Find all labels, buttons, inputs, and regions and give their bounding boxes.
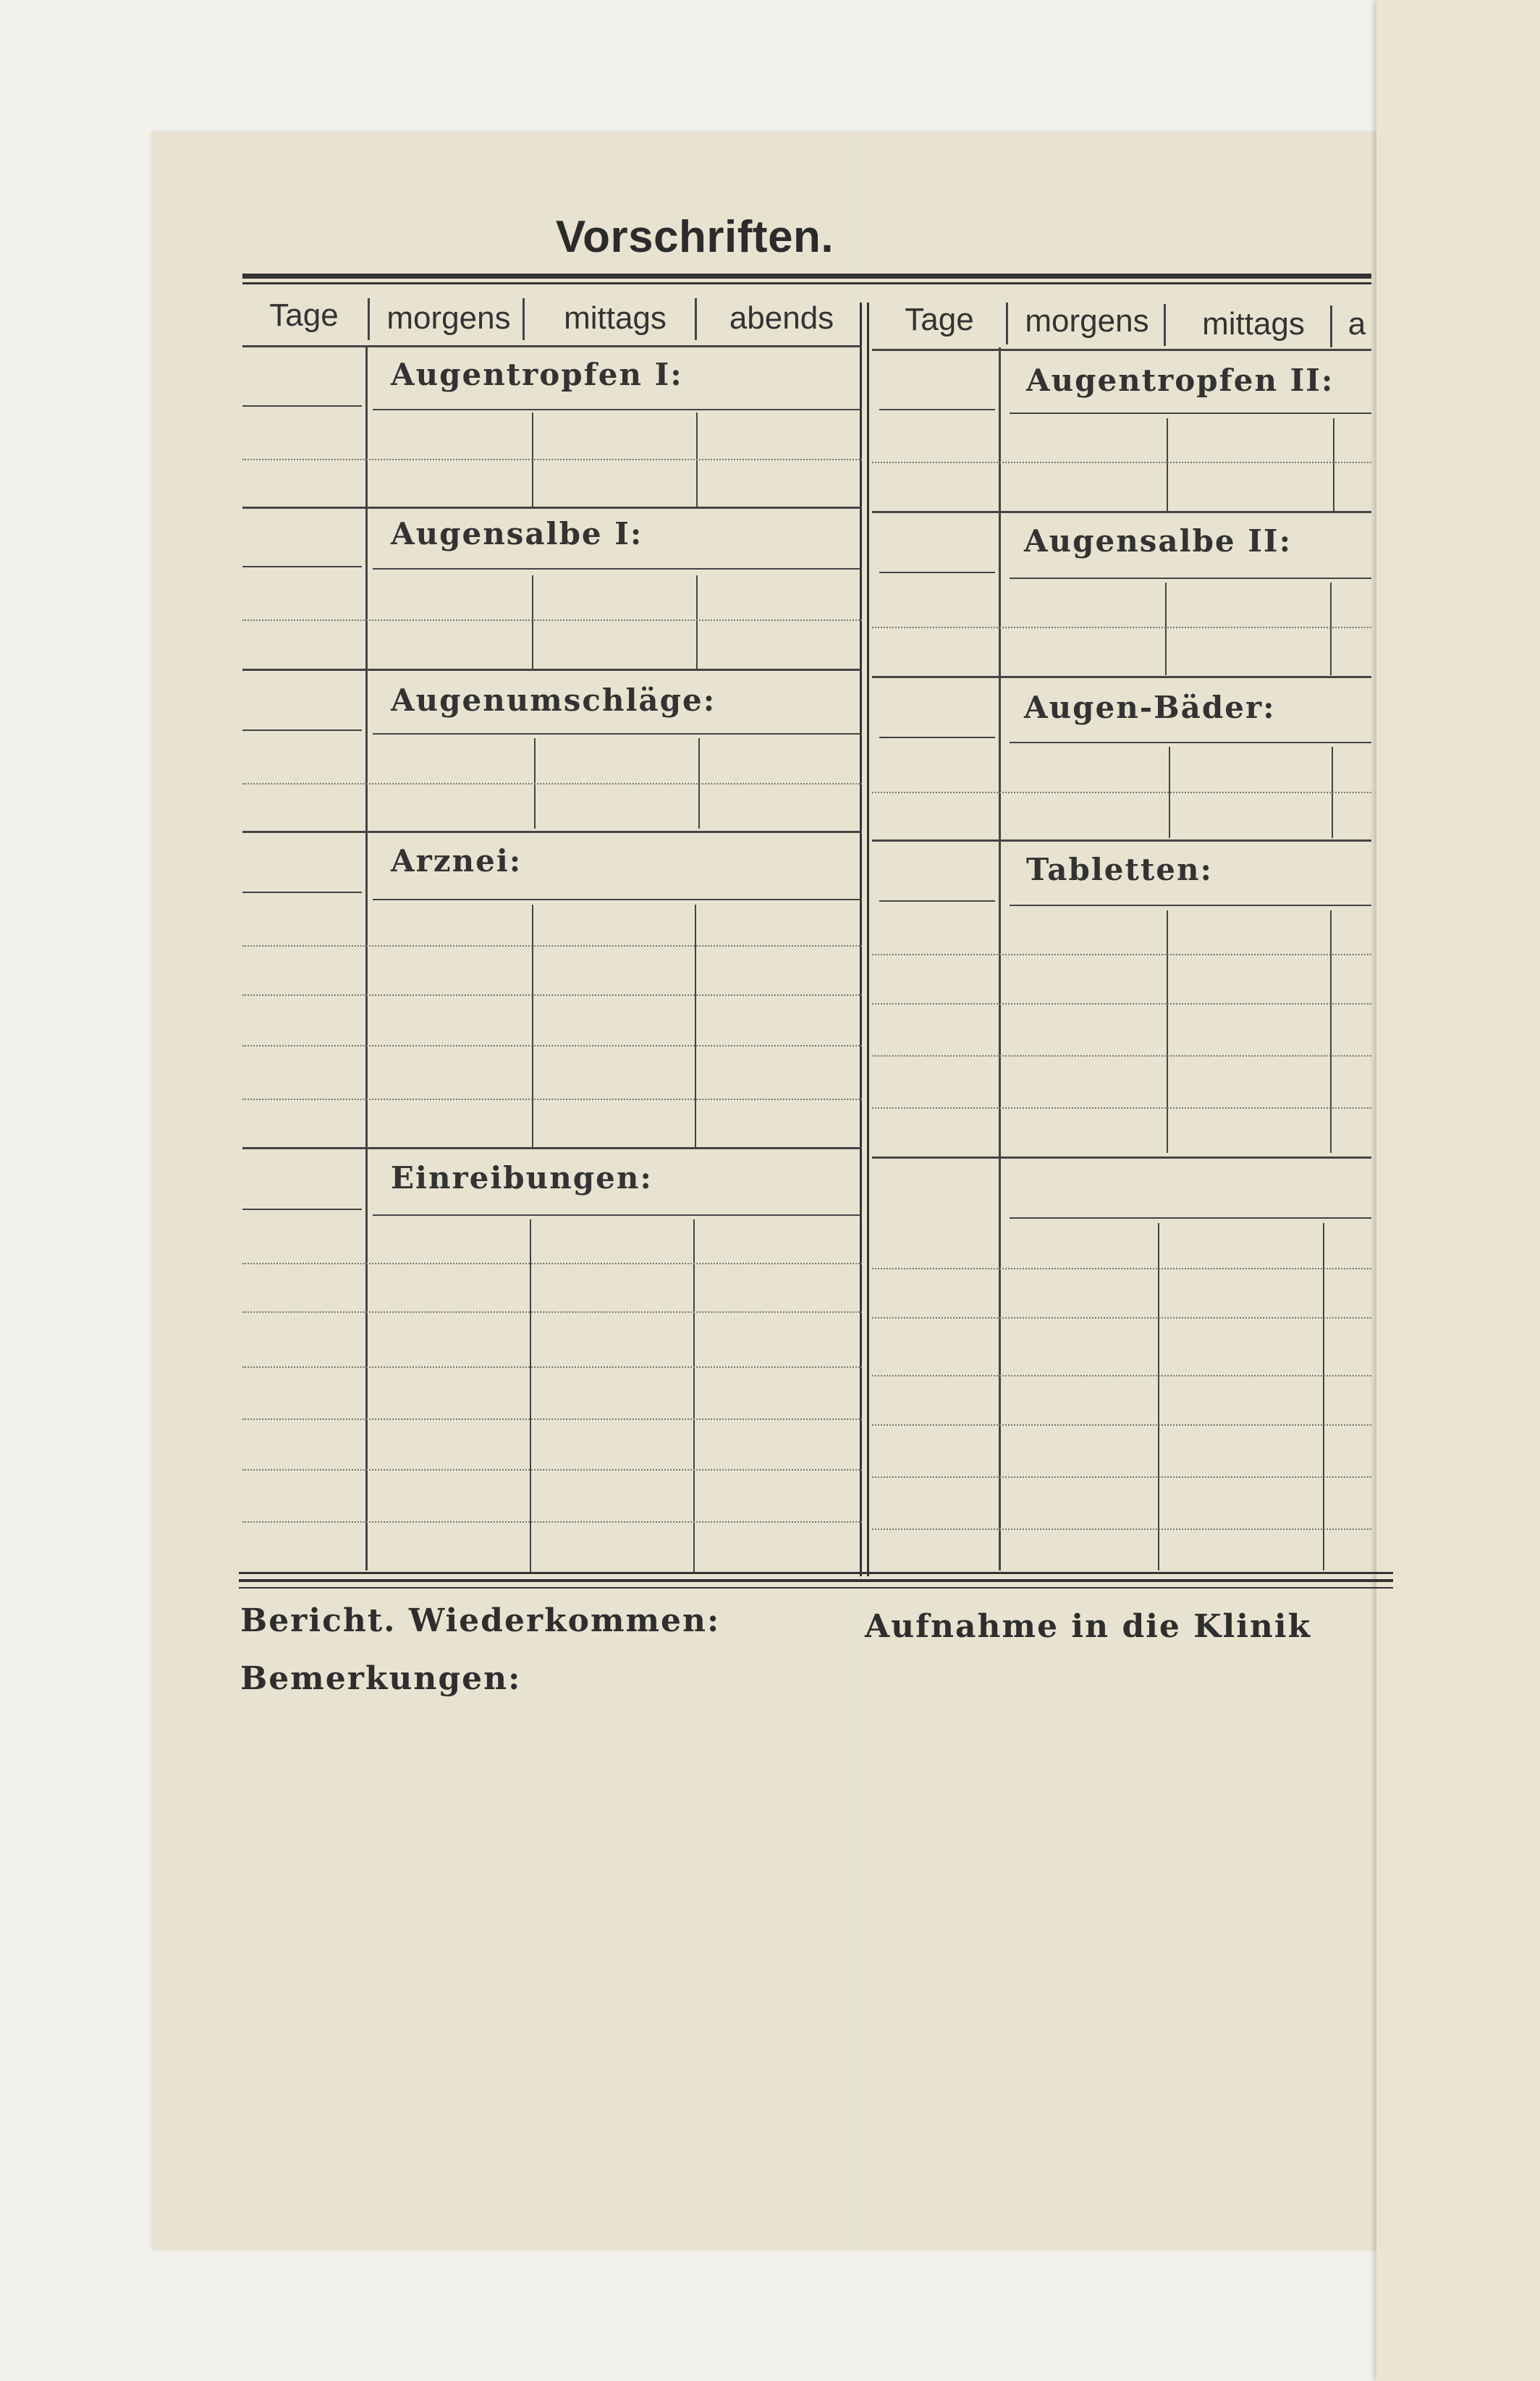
row-rule	[879, 572, 995, 573]
row-rule	[373, 733, 862, 735]
section-augensalbe-2: Augensalbe II:	[1024, 523, 1292, 559]
entry-line	[872, 1268, 1371, 1269]
hdr-sep	[522, 298, 525, 340]
entry-line	[872, 627, 1371, 628]
entry-line	[242, 1045, 862, 1046]
row-rule	[373, 899, 862, 900]
bottom-rule	[239, 1587, 1393, 1589]
cell-sep	[1333, 418, 1334, 511]
section-augentropfen-1: Augentropfen I:	[391, 357, 683, 392]
row-rule	[879, 900, 995, 902]
row-rule	[373, 1214, 862, 1216]
entry-line	[872, 1107, 1371, 1109]
row-rule	[1010, 1217, 1371, 1219]
entry-line	[872, 462, 1371, 463]
row-rule	[242, 1209, 362, 1210]
section-augensalbe-1: Augensalbe I:	[391, 516, 643, 551]
entry-line	[242, 1418, 862, 1420]
tage-divider-left	[365, 347, 368, 1570]
cell-sep	[1330, 910, 1332, 1153]
adjacent-sheet	[1376, 0, 1540, 2381]
entry-line	[242, 459, 862, 460]
section-augen-baeder: Augen-Bäder:	[1024, 690, 1276, 725]
row-rule	[879, 409, 995, 410]
row-rule	[242, 669, 862, 671]
hdr-sep	[368, 298, 370, 340]
entry-line	[242, 1366, 862, 1368]
row-rule	[872, 511, 1371, 513]
col-abends-left: abends	[729, 300, 834, 336]
row-rule	[872, 1156, 1371, 1159]
cell-sep	[695, 905, 696, 1147]
section-tabletten: Tabletten:	[1026, 852, 1214, 887]
cell-sep	[1167, 910, 1168, 1153]
cell-sep	[1158, 1223, 1159, 1570]
row-rule	[242, 831, 862, 833]
row-rule	[1010, 413, 1371, 414]
hdr-sep	[1330, 305, 1332, 347]
section-augenumschlaege: Augenumschläge:	[391, 682, 716, 718]
row-rule	[872, 349, 1371, 351]
row-rule	[1010, 905, 1371, 906]
cell-sep	[1167, 418, 1168, 511]
form-title: Vorschriften.	[555, 212, 834, 262]
bottom-rule	[239, 1579, 1393, 1582]
bemerkungen: Bemerkungen:	[240, 1660, 522, 1697]
entry-line	[872, 1055, 1371, 1057]
row-rule	[242, 345, 862, 347]
row-rule	[872, 840, 1371, 842]
tage-divider-right	[999, 347, 1001, 1570]
cell-sep	[1323, 1223, 1324, 1570]
col-tage-right: Tage	[905, 302, 974, 337]
top-rule-thin	[242, 282, 1371, 284]
center-divider	[867, 303, 869, 1576]
section-einreibungen: Einreibungen:	[391, 1160, 653, 1196]
col-morgens-right: morgens	[1025, 303, 1149, 339]
entry-line	[242, 945, 862, 947]
row-rule	[242, 892, 362, 893]
bericht-wiederkommen: Bericht. Wiederkommen:	[240, 1602, 721, 1639]
top-rule	[242, 274, 1371, 279]
entry-line	[872, 1375, 1371, 1376]
row-rule	[1010, 742, 1371, 743]
entry-line	[872, 1317, 1371, 1319]
entry-line	[242, 783, 862, 784]
cell-sep	[532, 905, 533, 1147]
entry-line	[242, 1099, 862, 1100]
col-abends-right: a	[1348, 306, 1366, 342]
hdr-sep	[1006, 303, 1008, 344]
cell-sep	[1330, 583, 1332, 675]
bottom-rule	[239, 1572, 1393, 1574]
row-rule	[242, 729, 362, 731]
entry-line	[872, 1424, 1371, 1426]
col-mittags-right: mittags	[1202, 306, 1305, 342]
entry-line	[242, 1311, 862, 1313]
col-mittags-left: mittags	[564, 300, 667, 336]
entry-line	[872, 1528, 1371, 1530]
section-augentropfen-2: Augentropfen II:	[1026, 363, 1334, 398]
row-rule	[242, 1147, 862, 1149]
entry-line	[242, 994, 862, 996]
row-rule	[1010, 578, 1371, 579]
col-morgens-left: morgens	[386, 300, 511, 336]
row-rule	[879, 737, 995, 738]
col-tage-left: Tage	[269, 297, 339, 333]
entry-line	[242, 1521, 862, 1523]
cell-sep	[532, 575, 533, 669]
aufnahme-klinik: Aufnahme in die Klinik	[865, 1608, 1312, 1645]
row-rule	[242, 507, 862, 509]
entry-line	[242, 1263, 862, 1264]
entry-line	[242, 1469, 862, 1471]
center-divider	[860, 303, 862, 1576]
row-rule	[872, 676, 1371, 678]
hdr-sep	[1164, 304, 1166, 346]
entry-line	[872, 792, 1371, 793]
row-rule	[373, 409, 862, 410]
form-sheet	[152, 132, 1411, 2249]
row-rule	[373, 568, 862, 570]
entry-line	[872, 1003, 1371, 1005]
section-arznei: Arznei:	[391, 843, 522, 879]
entry-line	[242, 619, 862, 621]
hdr-sep	[695, 298, 697, 340]
cell-sep	[1165, 583, 1167, 675]
entry-line	[872, 954, 1371, 955]
cell-sep	[696, 575, 698, 669]
row-rule	[242, 566, 362, 567]
entry-line	[872, 1476, 1371, 1478]
row-rule	[242, 405, 362, 407]
